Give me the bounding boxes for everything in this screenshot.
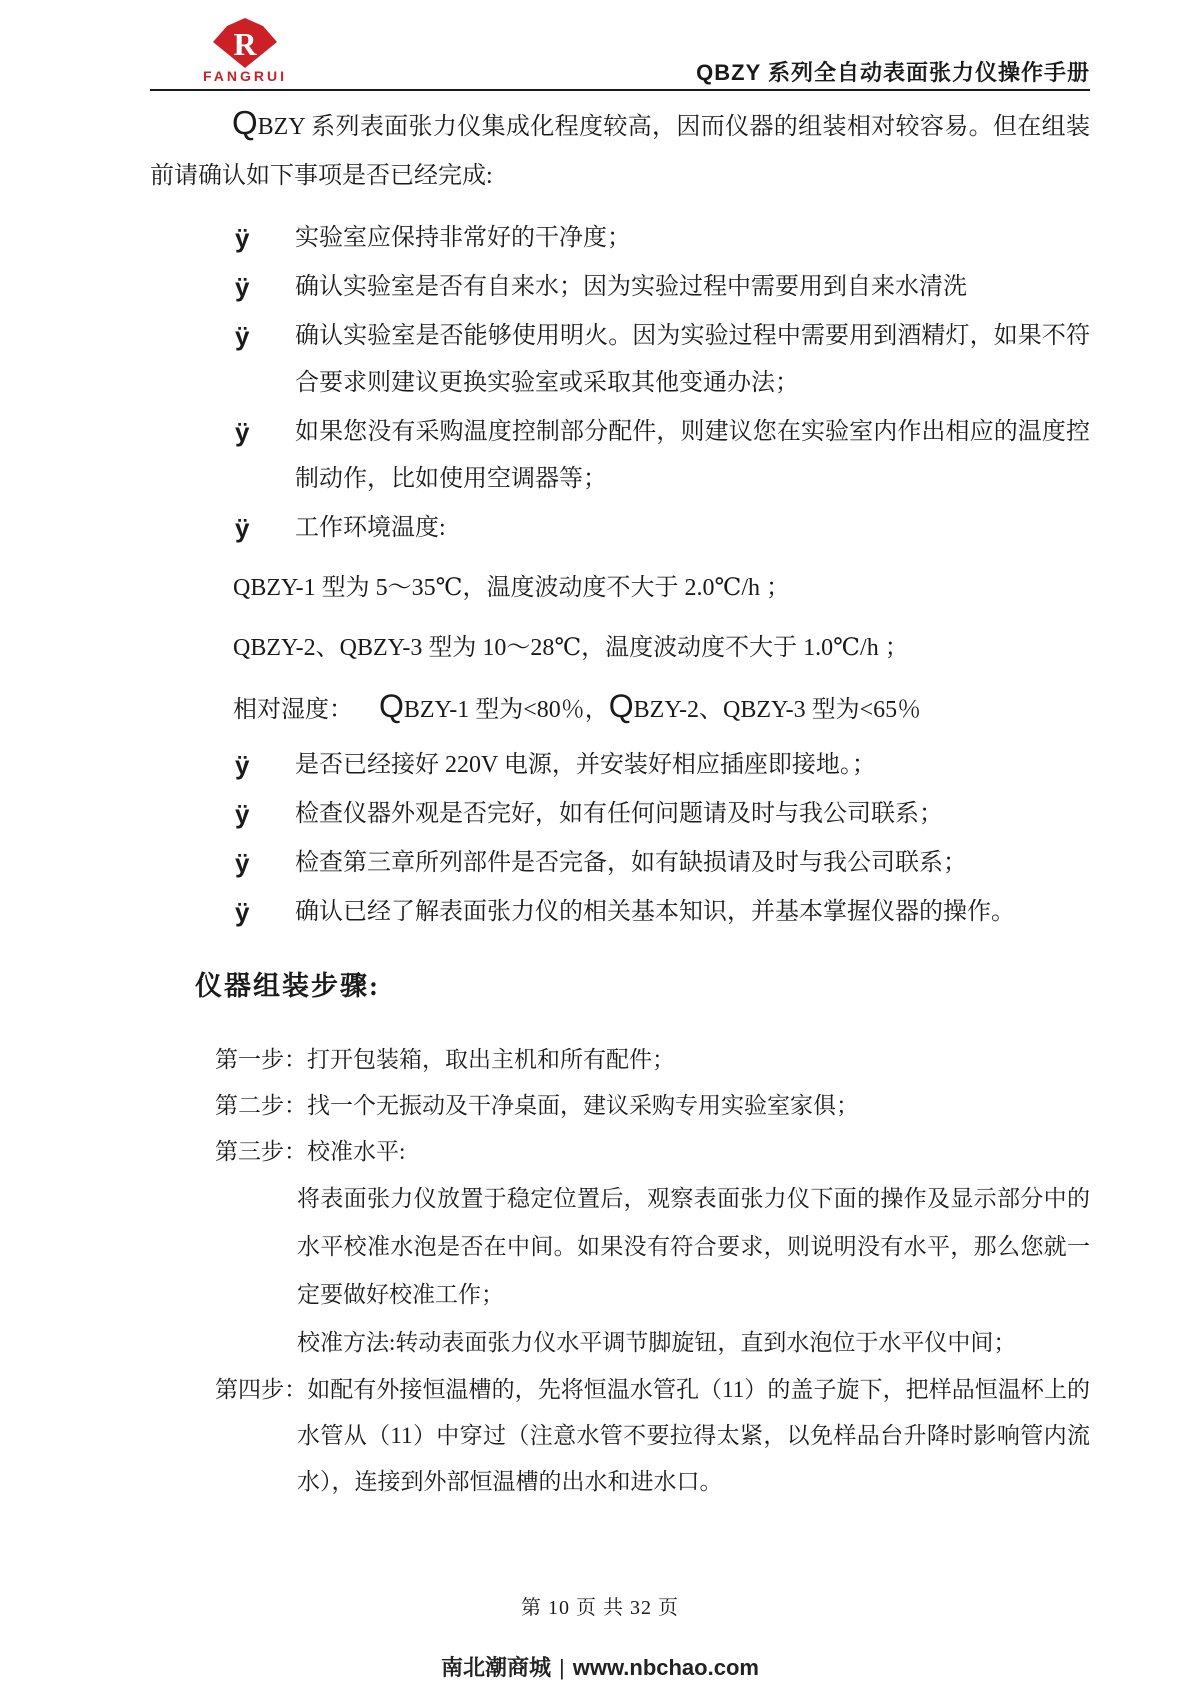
humidity-label: 相对湿度： <box>233 697 353 723</box>
step-label: 第一步： <box>215 1047 307 1072</box>
site-url: www.nbchao.com <box>572 1655 759 1680</box>
logo-letter: R <box>233 26 257 62</box>
temperature-spec-block <box>233 565 1090 672</box>
step-label: 第二步： <box>215 1093 307 1118</box>
step-sub-paragraph: 将表面张力仪放置于稳定位置后，观察表面张力仪下面的操作及显示部分中的水平校准水泡是否在中间。如果没有符合要求，则说明没有水平，那么您就一定要做好校准工作； <box>297 1186 1090 1307</box>
bullet-marker: ÿ <box>235 321 250 351</box>
step-sub-paragraph: 校准方法:转动表面张力仪水平调节脚旋钮，直到水泡位于水平仪中间； <box>297 1330 1017 1355</box>
assembly-steps <box>215 1037 1090 1505</box>
fangrui-diamond-icon <box>213 18 277 68</box>
checklist-item-text: 检查仪器外观是否完好，如有任何问题请及时与我公司联系； <box>295 801 943 827</box>
bullet-marker: ÿ <box>235 799 250 829</box>
bullet-marker: ÿ <box>235 897 250 927</box>
site-separator: | <box>559 1655 565 1680</box>
humidity-initial: Q <box>379 688 404 724</box>
checklist-item <box>235 505 1090 552</box>
step-label: 第三步： <box>215 1139 307 1164</box>
step-text: 如配有外接恒温槽的，先将恒温水管孔（11）的盖子旋下，把样品恒温杯上的水管从（11）中穿过（注意水管不要拉得太紧，以免样品台升降时影响管内流水），连接到外部恒温槽的出水和进水口。 <box>297 1377 1090 1494</box>
checklist-item <box>235 215 1090 262</box>
step-row <box>215 1129 1090 1175</box>
checklist-item <box>235 742 1090 789</box>
checklist-item-text: 确认已经了解表面张力仪的相关基本知识，并基本掌握仪器的操作。 <box>295 899 1015 925</box>
pre-assembly-checklist-continued <box>235 742 1090 936</box>
document-title: QBZY 系列全自动表面张力仪操作手册 <box>696 60 1090 85</box>
checklist-item-text: 如果您没有采购温度控制部分配件，则建议您在实验室内作出相应的温度控制动作，比如使用空调器等； <box>295 419 1090 492</box>
step-label: 第四步： <box>215 1377 308 1402</box>
humidity-initial: Q <box>608 688 634 724</box>
humidity-segment: BZY-2、QBZY-3 型为<65％ <box>633 697 922 723</box>
bullet-marker: ÿ <box>235 848 250 878</box>
checklist-item <box>235 409 1090 503</box>
fangrui-logo <box>180 18 310 84</box>
bullet-marker: ÿ <box>235 272 250 302</box>
page-header <box>150 0 1090 91</box>
assembly-steps-heading: 仪器组装步骤: <box>195 971 380 1001</box>
checklist-item <box>235 264 1090 311</box>
checklist-item-text: 确认实验室是否能够使用明火。因为实验过程中需要用到酒精灯，如果不符合要求则建议更换实验室或采取其他变通办法； <box>295 323 1090 396</box>
bullet-marker: ÿ <box>235 223 250 253</box>
checklist-item <box>235 840 1090 887</box>
bullet-marker: ÿ <box>235 417 250 447</box>
humidity-spec-line <box>233 687 1090 734</box>
humidity-segment: BZY-1 型为<80％， <box>403 697 609 723</box>
checklist-item-text: 实验室应保持非常好的干净度； <box>295 225 631 251</box>
intro-text: BZY 系列表面张力仪集成化程度较高，因而仪器的组装相对较容易。但在组装前请确认如下事项是否已经完成: <box>150 114 1090 189</box>
page-number: 第 10 页 共 32 页 <box>521 1597 679 1619</box>
step-text: 校准水平: <box>307 1139 406 1164</box>
site-watermark <box>0 1651 1200 1682</box>
checklist-item <box>235 791 1090 838</box>
logo-brand-text: FANGRUI <box>203 68 287 84</box>
site-name: 南北潮商城 <box>441 1655 552 1680</box>
checklist-item-text: 确认实验室是否有自来水；因为实验过程中需要用到自来水清洗 <box>295 274 967 300</box>
bullet-marker: ÿ <box>235 513 250 543</box>
checklist-item <box>235 313 1090 407</box>
bullet-marker: ÿ <box>235 750 250 780</box>
checklist-item-text: 工作环境温度: <box>295 515 446 541</box>
step-row <box>215 1083 1090 1129</box>
step-row <box>215 1367 1090 1505</box>
checklist-item-text: 是否已经接好 220V 电源，并安装好相应插座即接地。； <box>295 752 876 778</box>
intro-paragraph <box>150 103 1090 201</box>
checklist-item-text: 检查第三章所列部件是否完备，如有缺损请及时与我公司联系； <box>295 850 967 876</box>
step-row <box>215 1037 1090 1083</box>
temperature-spec-line: QBZY-1 型为 5～35℃，温度波动度不大于 2.0℃/h ； <box>233 575 791 601</box>
intro-initial: Q <box>232 104 258 141</box>
step-text: 找一个无振动及干净桌面，建议采购专用实验室家俱； <box>307 1093 859 1118</box>
temperature-spec-line: QBZY-2、QBZY-3 型为 10～28℃，温度波动度不大于 1.0℃/h ； <box>233 635 909 661</box>
step-text: 打开包装箱，取出主机和所有配件； <box>307 1047 675 1072</box>
pre-assembly-checklist <box>235 215 1090 552</box>
page-content <box>150 103 1090 1505</box>
checklist-item <box>235 889 1090 936</box>
